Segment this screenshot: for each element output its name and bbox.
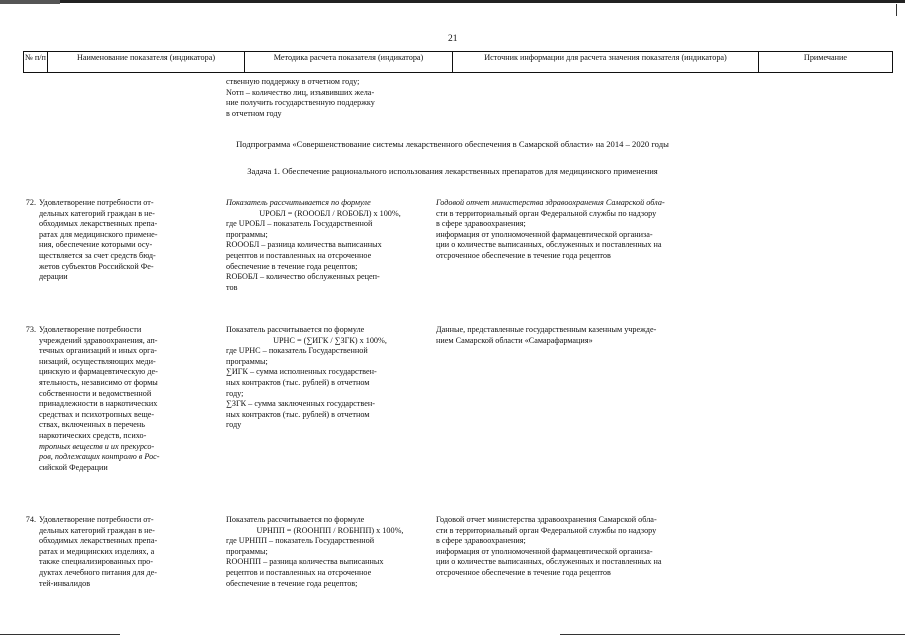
text-line: отсроченное обеспечение в течение года рецептов — [436, 567, 611, 577]
header-col-source: Источник информации для расчета значения показателя (индикатора) — [453, 52, 759, 72]
text-line: наркотических средств, психо- — [39, 430, 147, 440]
text-line: ных контрактов (тыс. рублей) в отчетном — [226, 377, 370, 387]
table-header — [23, 51, 893, 73]
text-line: Годовой отчет министерства здравоохранения Самарской обла- — [436, 515, 657, 524]
text-line: обходимых лекарственных препа- — [39, 219, 158, 229]
text-line: ции о количестве выписанных, обслуженных и поставленных на — [436, 557, 662, 567]
subprogram-title: Подпрограмма «Совершенствование системы лекарственного обеспечения в Самарской области» на 2014 – 2020 годы — [236, 139, 669, 149]
text-line: ния, обеспечение которыми осу- — [39, 240, 153, 250]
text-line: сти в территориальный орган Федеральной службы по надзору — [436, 208, 657, 218]
row-number: 73. — [25, 325, 36, 334]
text-line: дельных категорий граждан в не- — [39, 208, 155, 218]
text-line: дельных категорий граждан в не- — [39, 525, 155, 535]
formula: UPОБЛ = (RОООБЛ / RОБОБЛ) x 100%, — [259, 208, 401, 218]
text-line: течных организаций и иных орга- — [39, 346, 157, 356]
method-text — [226, 325, 434, 431]
text-line: нием Самарской области «Самарафармация» — [436, 335, 593, 345]
text-line: низаций, осуществляющих меди- — [39, 356, 156, 366]
text-line: тей-инвалидов — [39, 578, 91, 588]
source-text — [436, 198, 736, 262]
text-line: жетов субъектов Российской Фе- — [39, 261, 154, 271]
text-line: Показатель рассчитывается по формуле — [226, 198, 371, 207]
indicator-text — [39, 325, 215, 473]
method-text — [226, 515, 434, 589]
text-line: Удовлетворение потребности — [39, 325, 142, 334]
text-line: информация от уполномоченной фармацевтической организа- — [436, 546, 653, 556]
scan-top-border — [0, 0, 905, 9]
method-text — [226, 198, 434, 293]
text-line: информация от уполномоченной фармацевтической организа- — [436, 229, 653, 239]
text-line: где UPОБЛ – показатель Государственной — [226, 219, 373, 229]
text-line: программы; — [226, 546, 268, 556]
text-line: году; — [226, 388, 244, 398]
indicator-text — [39, 198, 215, 283]
text-line: в сфере здравоохранения; — [436, 219, 526, 229]
scan-artifact — [0, 0, 60, 4]
text-line: тов — [226, 282, 238, 292]
text-line: дуктах лечебного питания для де- — [39, 567, 158, 577]
text-line: тропных веществ и их прекурсо- — [39, 441, 155, 451]
header-col-number: № п/п — [24, 52, 48, 72]
text-line: программы; — [226, 356, 268, 366]
formula: UPНС = (∑ИГК / ∑ЗГК) x 100%, — [273, 335, 387, 345]
text-line: обходимых лекарственных препа- — [39, 536, 158, 546]
formula: UPНПП = (RООНПП / RОБНПП) x 100%, — [256, 525, 404, 535]
page-number: 21 — [448, 34, 458, 44]
text-line: ратах и медицинских изделиях, а — [39, 546, 155, 556]
text-line: Данные, представленные государственным казенным учрежде- — [436, 325, 657, 334]
text-line: ∑ИГК – сумма исполненных государствен- — [226, 367, 377, 377]
text-line: RООНПП – разница количества выписанных — [226, 557, 384, 567]
text-line: программы; — [226, 229, 268, 239]
text-line: собственности и ведомственной — [39, 388, 152, 398]
indicator-text — [39, 515, 215, 589]
text-line: учреждений здравоохранения, ап- — [39, 335, 158, 345]
source-text — [436, 325, 736, 346]
text-line: ществляется за счет средств бюд- — [39, 250, 156, 260]
text-line: отсроченное обеспечение в течение года рецептов — [436, 250, 611, 260]
text-line: ственную поддержку в отчетном году; — [226, 77, 360, 86]
text-line: в отчетном году — [226, 108, 282, 118]
text-line: средствах и психотропных веще- — [39, 409, 155, 419]
text-line: ных контрактов (тыс. рублей) в отчетном — [226, 409, 370, 419]
text-line: RОБОБЛ – количество обслуженных рецеп- — [226, 272, 380, 282]
text-line: цинскую и фармацевтическую де- — [39, 367, 158, 377]
header-col-note: Примечание — [803, 53, 848, 62]
header-col-indicator: Наименование показателя (индикатора) — [48, 52, 245, 72]
continuation-text — [226, 77, 431, 119]
row-number: 74. — [25, 515, 36, 524]
text-line: обеспечение в течение года рецептов; — [226, 261, 358, 271]
scan-artifact — [560, 634, 905, 635]
text-line: Удовлетворение потребности от- — [39, 515, 154, 524]
text-line: рецептов и поставленных на отсроченное — [226, 567, 372, 577]
text-line: сийской Федерации — [39, 462, 108, 472]
text-line: RОООБЛ – разница количества выписанных — [226, 240, 382, 250]
text-line: году — [226, 420, 242, 430]
text-line: ние получить государственную поддержку — [226, 98, 375, 108]
text-line: где UPНПП – показатель Государственной — [226, 536, 375, 546]
text-line: ров, подлежащих контролю в Рос- — [39, 452, 160, 462]
row-number: 72. — [25, 198, 36, 207]
text-line: обеспечение в течение года рецептов; — [226, 578, 358, 588]
text-line: Показатель рассчитывается по формуле — [226, 325, 365, 334]
text-line: дерации — [39, 272, 68, 282]
scan-artifact — [0, 634, 120, 635]
task-title: Задача 1. Обеспечение рационального использования лекарственных препаратов для медицинского применения — [247, 166, 658, 176]
text-line: ции о количестве выписанных, обслуженных и поставленных на — [436, 240, 662, 250]
text-line: ствах, включенных в перечень — [39, 420, 146, 430]
scan-corner-mark — [896, 4, 897, 16]
text-line: Nотп – количество лиц, изъявивших жела- — [226, 87, 375, 97]
text-line: сти в территориальный орган Федеральной службы по надзору — [436, 525, 657, 535]
text-line: Годовой отчет министерства здравоохранения Самарской обла- — [436, 198, 665, 207]
source-text — [436, 515, 736, 579]
text-line: ∑ЗГК – сумма заключенных государствен- — [226, 399, 375, 409]
text-line: где UPНС – показатель Государственной — [226, 346, 368, 356]
text-line: Удовлетворение потребности от- — [39, 198, 154, 207]
text-line: Показатель рассчитывается по формуле — [226, 515, 365, 524]
text-line: принадлежности в наркотических — [39, 399, 158, 409]
header-col-method: Методика расчета показателя (индикатора) — [245, 52, 453, 72]
text-line: рецептов и поставленных на отсроченное — [226, 250, 372, 260]
text-line: ратах для медицинского примене- — [39, 229, 158, 239]
text-line: ятельность, независимо от формы — [39, 377, 158, 387]
text-line: также специализированных про- — [39, 557, 154, 567]
text-line: в сфере здравоохранения; — [436, 536, 526, 546]
